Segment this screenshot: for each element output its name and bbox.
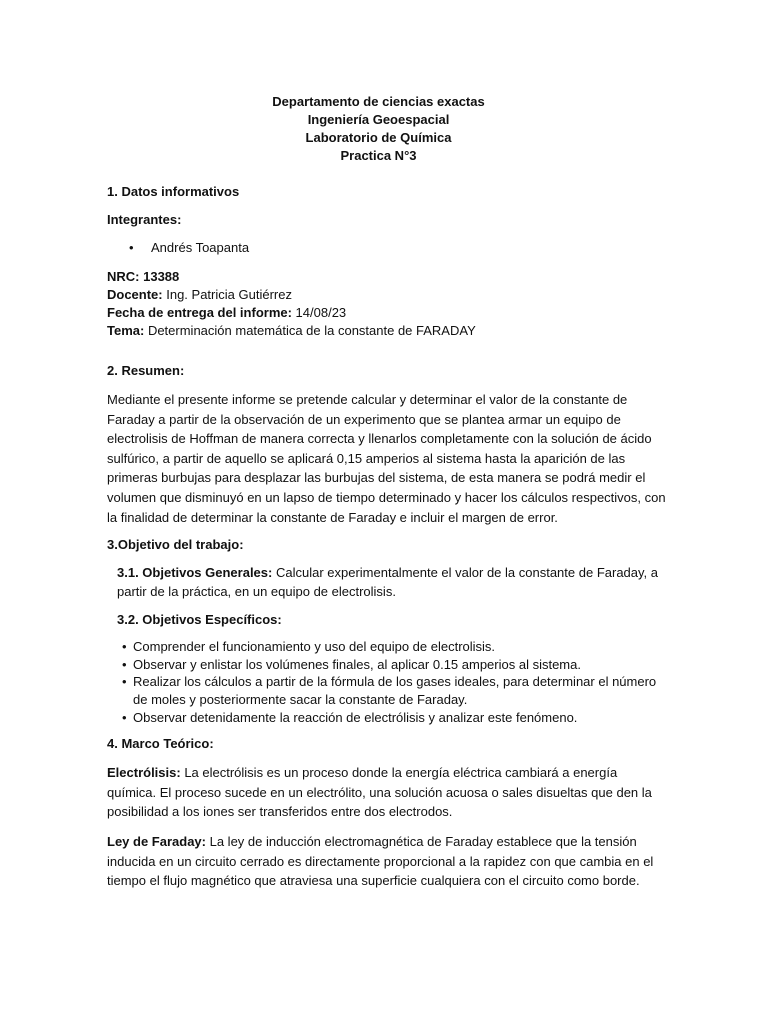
- section-1-heading: 1. Datos informativos: [107, 184, 240, 199]
- electrolisis-text: La electrólisis es un proceso donde la energía eléctrica cambiará a energía química. El proceso sucede en un electrólito, una solución acuosa o sales disueltas que den la posibilidad a los iones ser transferidos entre dos electrodos.: [107, 765, 652, 820]
- electrolisis-label: Electrólisis:: [107, 765, 181, 781]
- integrantes-label: Integrantes:: [107, 212, 182, 227]
- bullet-icon: •: [122, 709, 127, 725]
- section-2-heading: 2. Resumen:: [107, 363, 185, 378]
- general-objective: [117, 563, 668, 601]
- resumen-paragraph: Mediante el presente informe se pretende calcular y determinar el valor de la constante de Faraday a partir de la observación de un experimento que se plantea armar un equipo de electrolisis de Hoffman de manera correcta y llenarlos completamente con la solución de ácido sulfúrico, a partir de aquello se aplicará 0,15 amperios al sistema hasta la aparición de las primeras burbujas para desplazar las burbujas del sistema, de esta manera se podrá medir el volumen que disminuyó en un lapso de tiempo determinado y hacer los cálculos respectivos, con la finalidad de determinar la constante de Faraday e incluir el margen de error.: [107, 392, 666, 525]
- list-item: [122, 656, 668, 674]
- tema-value: Determinación matemática de la constante de FARADAY: [144, 323, 476, 338]
- nrc-field: NRC: 13388: [107, 269, 180, 284]
- member-name: Andrés Toapanta: [151, 240, 250, 255]
- bullet-icon: •: [122, 639, 127, 655]
- list-item: [122, 638, 668, 656]
- department-title: Departamento de ciencias exactas: [272, 94, 485, 109]
- general-objective-text: Calcular experimentalmente el valor de la constante de Faraday, a partir de la práctica, en un equipo de electrolisis.: [117, 565, 658, 600]
- section-3-heading: 3.Objetivo del trabajo:: [107, 537, 244, 553]
- document-header: [89, 93, 668, 165]
- docente-label: Docente:: [107, 287, 163, 302]
- section-4-heading: 4. Marco Teórico:: [107, 736, 214, 752]
- lab-title: Laboratorio de Química: [305, 130, 452, 145]
- fecha-value: 14/08/23: [291, 305, 347, 320]
- electrolisis-paragraph: [107, 763, 668, 822]
- objective-text: Realizar los cálculos a partir de la fórmula de los gases ideales, para determinar el número de moles y posteriormente sacar la constante de Faraday.: [133, 674, 657, 707]
- specific-objectives-list: [107, 638, 668, 726]
- docente-value: Ing. Patricia Gutiérrez: [162, 287, 292, 302]
- objective-text: Comprender el funcionamiento y uso del equipo de electrolisis.: [133, 639, 496, 655]
- specific-objectives-label: 3.2. Objetivos Específicos:: [117, 612, 282, 628]
- practice-number: Practica N°3: [340, 148, 417, 163]
- list-item: [122, 673, 668, 708]
- info-block: [107, 268, 668, 340]
- objective-text: Observar detenidamente la reacción de electrólisis y analizar este fenómeno.: [133, 709, 578, 725]
- list-item: [129, 239, 668, 257]
- faraday-paragraph: [107, 832, 668, 891]
- faraday-label: Ley de Faraday:: [107, 833, 206, 849]
- objective-text: Observar y enlistar los volúmenes finales, al aplicar 0.15 amperios al sistema.: [133, 656, 581, 672]
- faraday-text: La ley de inducción electromagnética de Faraday establece que la tensión inducida en un circuito cerrado es directamente proporcional a la rapidez con que cambia en el tiempo el flujo magnético que atraviesa una superficie cualquiera con el circuito como borde.: [107, 833, 654, 889]
- program-title: Ingeniería Geoespacial: [307, 112, 450, 127]
- tema-label: Tema:: [107, 323, 145, 338]
- fecha-label: Fecha de entrega del informe:: [107, 305, 292, 320]
- bullet-icon: •: [122, 656, 127, 672]
- members-list: [107, 239, 668, 257]
- bullet-icon: •: [129, 240, 134, 255]
- bullet-icon: •: [122, 674, 127, 690]
- general-objective-label: 3.1. Objetivos Generales:: [117, 565, 273, 581]
- list-item: [122, 709, 668, 727]
